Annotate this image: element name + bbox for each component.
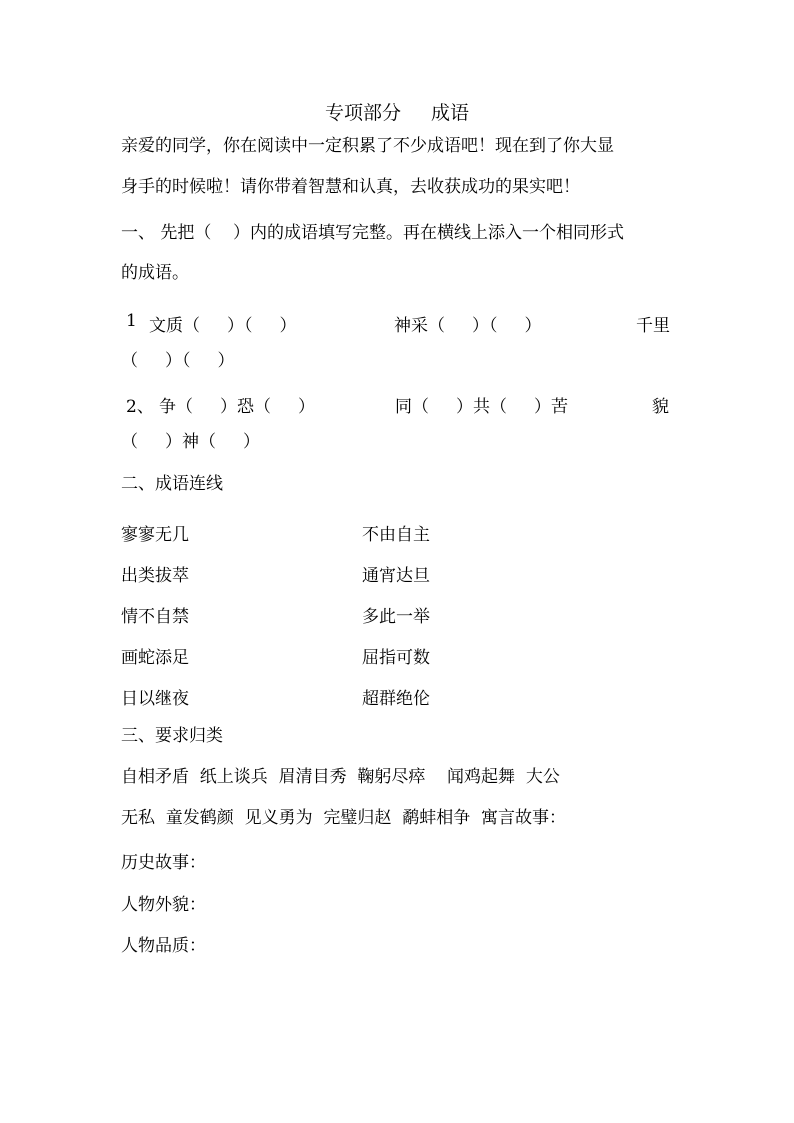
category-appearance: 人物外貌： xyxy=(121,895,206,915)
title-part1: 专项部分 xyxy=(324,102,401,124)
match-right-item: 通宵达旦 xyxy=(362,566,430,586)
question-2-number: 2、 xyxy=(126,397,154,417)
match-left-item: 日以继夜 xyxy=(121,689,189,709)
match-right-item: 多此一举 xyxy=(362,607,430,627)
question-1-item-3: 千里 xyxy=(636,316,670,336)
question-2-item-1: 争（ ）恐（ ） xyxy=(159,397,316,417)
category-character: 人物品质： xyxy=(121,936,206,956)
question-1-number: 1 xyxy=(126,311,137,331)
question-1-continuation: （ ）（ ） xyxy=(121,351,235,371)
question-1-item-1: 文质（ ）（ ） xyxy=(149,316,297,336)
match-left-item: 出类拔萃 xyxy=(121,566,189,586)
match-left-item: 情不自禁 xyxy=(121,607,189,627)
title-part2: 成语 xyxy=(431,102,470,124)
intro-line-2: 身手的时候啦！请你带着智慧和认真，去收获成功的果实吧！ xyxy=(121,177,580,197)
classify-list-line-1: 自相矛盾 纸上谈兵 眉清目秀 鞠躬尽瘁 闻鸡起舞 大公 xyxy=(121,767,560,787)
question-2-row xyxy=(121,392,676,417)
question-1-row xyxy=(121,311,676,336)
match-left-item: 寥寥无几 xyxy=(121,525,189,545)
match-right-item: 屈指可数 xyxy=(362,648,430,668)
category-history-story: 历史故事： xyxy=(121,853,206,873)
section3-heading: 三、要求归类 xyxy=(121,726,223,746)
section1-heading-line2: 的成语。 xyxy=(121,263,189,283)
question-2-continuation: （ ）神（ ） xyxy=(121,432,261,452)
page-title xyxy=(0,98,794,125)
intro-line-1: 亲爱的同学，你在阅读中一定积累了不少成语吧！现在到了你大显 xyxy=(121,136,614,156)
match-right-item: 超群绝伦 xyxy=(362,689,430,709)
match-left-item: 画蛇添足 xyxy=(121,648,189,668)
section2-heading: 二、成语连线 xyxy=(121,474,223,494)
match-right-item: 不由自主 xyxy=(362,525,430,545)
question-2-item-3: 貌 xyxy=(652,397,669,417)
question-1-item-2: 神采（ ）（ ） xyxy=(394,316,542,336)
classify-list-line-2: 无私 童发鹤颜 见义勇为 完璧归赵 鹬蚌相争 寓言故事： xyxy=(121,808,567,828)
section1-heading-line1: 一、 先把（ ）内的成语填写完整。再在横线上添入一个相同形式 xyxy=(121,223,625,243)
question-2-item-2: 同（ ）共（ ）苦 xyxy=(395,397,569,417)
